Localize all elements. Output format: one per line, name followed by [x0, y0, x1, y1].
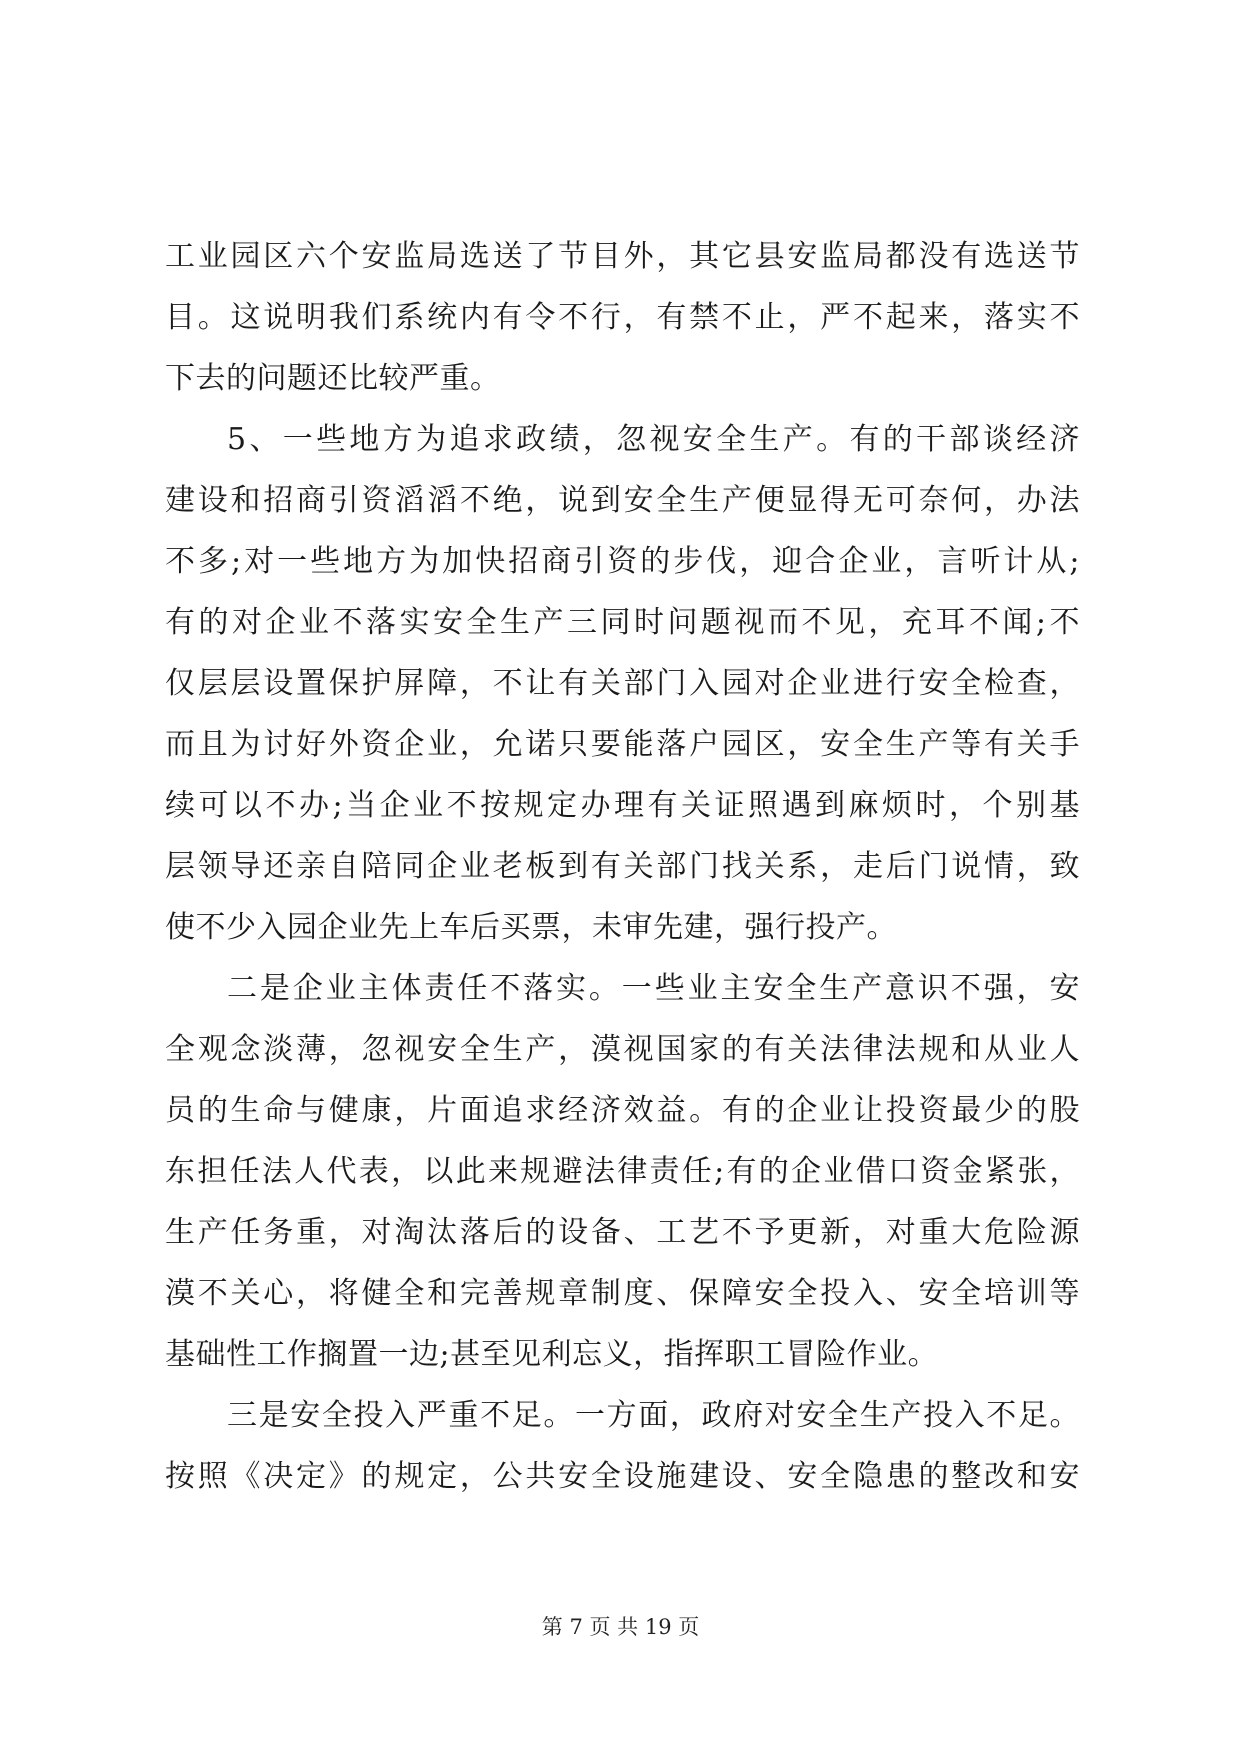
body-text [165, 226, 1080, 1507]
text-line: 而且为讨好外资企业，允诺只要能落户园区，安全生产等有关手 [165, 727, 1080, 762]
text-line: 二是企业主体责任不落实。一些业主安全生产意识不强，安 [227, 971, 1080, 1006]
text-line: 续可以不办;当企业不按规定办理有关证照遇到麻烦时，个别基 [165, 788, 1080, 823]
text-line: 员的生命与健康，片面追求经济效益。有的企业让投资最少的股 [165, 1093, 1080, 1128]
text-line: 东担任法人代表，以此来规避法律责任;有的企业借口资金紧张， [165, 1154, 1080, 1189]
text-line: 使不少入园企业先上车后买票，未审先建，强行投产。 [165, 910, 897, 945]
text-line: 层领导还亲自陪同企业老板到有关部门找关系，走后门说情，致 [165, 849, 1080, 884]
text-line: 下去的问题还比较严重。 [165, 361, 501, 396]
text-line: 建设和招商引资滔滔不绝，说到安全生产便显得无可奈何，办法 [165, 483, 1080, 518]
text-line: 5、一些地方为追求政绩，忽视安全生产。有的干部谈经济 [227, 422, 1080, 457]
text-line: 有的对企业不落实安全生产三同时问题视而不见，充耳不闻;不 [165, 605, 1080, 640]
text-line: 按照《决定》的规定，公共安全设施建设、安全隐患的整改和安 [165, 1459, 1080, 1494]
text-line: 仅层层设置保护屏障，不让有关部门入园对企业进行安全检查， [165, 666, 1080, 701]
text-line: 全观念淡薄，忽视安全生产，漠视国家的有关法律法规和从业人 [165, 1032, 1080, 1067]
text-line: 目。这说明我们系统内有令不行，有禁不止，严不起来，落实不 [165, 300, 1080, 335]
text-line: 不多;对一些地方为加快招商引资的步伐，迎合企业，言听计从; [165, 544, 1080, 579]
text-line: 漠不关心，将健全和完善规章制度、保障安全投入、安全培训等 [165, 1276, 1080, 1311]
text-line: 基础性工作搁置一边;甚至见利忘义，指挥职工冒险作业。 [165, 1337, 939, 1372]
page-footer: 第 7 页 共 19 页 [541, 1615, 700, 1639]
text-line: 三是安全投入严重不足。一方面，政府对安全生产投入不足。 [227, 1398, 1080, 1433]
text-line: 工业园区六个安监局选送了节目外，其它县安监局都没有选送节 [165, 239, 1080, 274]
text-line: 生产任务重，对淘汰落后的设备、工艺不予更新，对重大危险源 [165, 1215, 1080, 1250]
